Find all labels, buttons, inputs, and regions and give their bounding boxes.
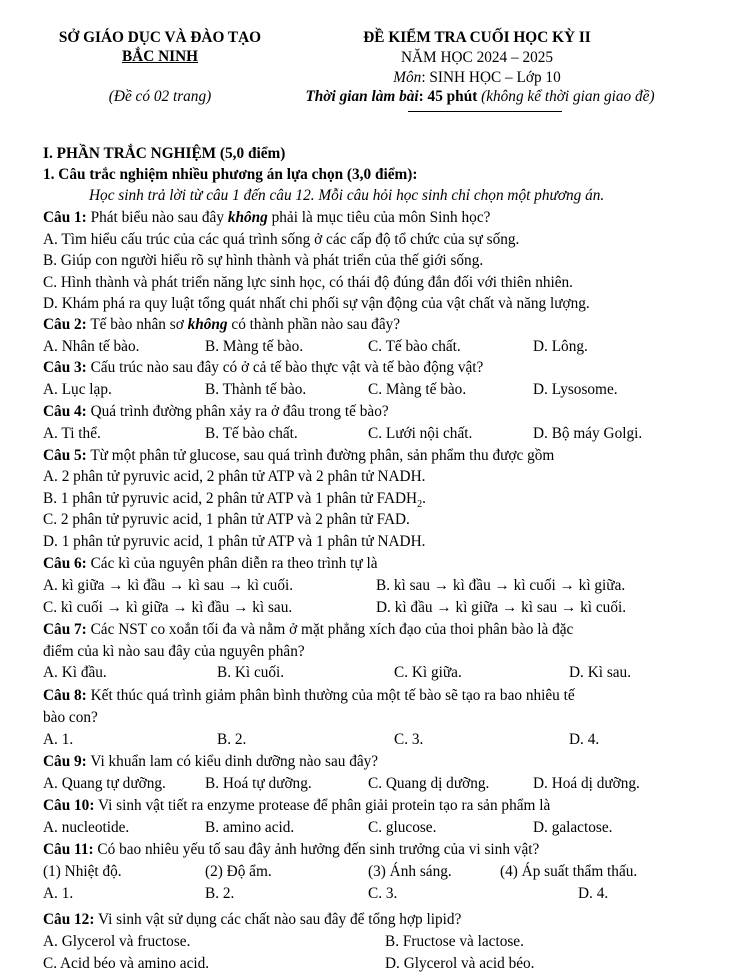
q8-option-c: C. 3.	[394, 731, 424, 748]
q6-option-b: B. kì sau → kì đầu → kì cuối → kì giữa.	[376, 577, 626, 594]
question-text: Vi sinh vật sử dụng các chất nào sau đây để tổng hợp lipid?	[94, 911, 462, 928]
section-subtitle: 1. Câu trắc nghiệm nhiều phương án lựa chọn (3,0 điểm):	[43, 166, 418, 183]
q8-option-a: A. 1.	[43, 731, 74, 748]
question-text: Từ một phân tử glucose, sau quá trình đường phân, sản phẩm thu được gồm	[86, 447, 555, 464]
q11-option-d: D. 4.	[578, 885, 609, 902]
time-label: Thời gian làm bài	[305, 88, 419, 105]
q5-option-b	[43, 489, 426, 509]
option-text: B. 1 phân tử pyruvic acid, 2 phân tử ATP và 1 phân tử FADH	[43, 490, 418, 507]
question-label: Câu 11:	[43, 841, 94, 858]
question-7	[43, 620, 573, 640]
question-2	[43, 315, 400, 335]
q10-option-b: B. amino acid.	[205, 819, 295, 836]
q3-option-a: A. Lục lạp.	[43, 381, 112, 398]
q9-option-c: C. Quang dị dưỡng.	[368, 775, 490, 792]
question-label: Câu 6:	[43, 555, 87, 572]
q12-option-a: A. Glycerol và fructose.	[43, 933, 191, 950]
q9-option-d: D. Hoá dị dưỡng.	[533, 775, 640, 792]
question-label: Câu 10:	[43, 797, 95, 814]
q5-option-a: A. 2 phân tử pyruvic acid, 2 phân tử ATP và 2 phân tử NADH.	[43, 468, 426, 485]
question-text: Cấu trúc nào sau đây có ở cả tế bào thực vật và tế bào động vật?	[86, 359, 484, 376]
q11-factor-2: (2) Độ ẩm.	[205, 863, 272, 880]
q7-option-c: C. Kì giữa.	[394, 664, 462, 681]
question-8	[43, 686, 575, 706]
question-1	[43, 208, 490, 228]
question-label: Câu 2:	[43, 316, 87, 333]
option-text-end: .	[422, 490, 426, 507]
q12-option-b: B. Fructose và lactose.	[385, 933, 524, 950]
q10-option-a: A. nucleotide.	[43, 819, 130, 836]
q12-option-c: C. Acid béo và amino acid.	[43, 955, 210, 972]
question-text: Tế bào nhân sơ	[86, 316, 188, 333]
q6-option-d: D. kì đầu → kì giữa → kì sau → kì cuối.	[376, 599, 627, 616]
question-label: Câu 12:	[43, 911, 95, 928]
time-line	[305, 87, 654, 107]
q2-option-b: B. Màng tế bào.	[205, 338, 304, 355]
header-divider	[408, 111, 562, 112]
time-value: : 45 phút	[418, 88, 478, 105]
subscript: 2	[417, 499, 423, 511]
q7-option-b: B. Kì cuối.	[217, 664, 285, 681]
q6-option-c: C. kì cuối → kì giữa → kì đầu → kì sau.	[43, 599, 293, 616]
exam-title: ĐỀ KIỂM TRA CUỐI HỌC KỲ II	[363, 29, 591, 46]
q7-option-a: A. Kì đầu.	[43, 664, 107, 681]
question-label: Câu 8:	[43, 687, 87, 704]
q1-option-b: B. Giúp con người hiểu rõ sự hình thành và phát triển của thế giới sống.	[43, 252, 484, 269]
section-instruction: Học sinh trả lời từ câu 1 đến câu 12. Mỗi câu hỏi học sinh chỉ chọn một phương án.	[89, 187, 605, 204]
question-label: Câu 7:	[43, 621, 87, 638]
question-text: Các NST co xoắn tối đa và nằm ở mặt phẳng xích đạo của thoi phân bào là đặc	[86, 621, 574, 638]
department-line-2: BẮC NINH	[121, 48, 199, 65]
q4-option-d: D. Bộ máy Golgi.	[533, 425, 643, 442]
question-7-continued: điểm của kì nào sau đây của nguyên phân?	[43, 643, 305, 660]
q11-option-a: A. 1.	[43, 885, 74, 902]
question-text: có thành phần nào sau đây?	[227, 316, 401, 333]
question-text: phải là mục tiêu của môn Sinh học?	[267, 209, 491, 226]
q10-option-d: D. galactose.	[533, 819, 613, 836]
q1-option-d: D. Khám phá ra quy luật tổng quát nhất chi phối sự vận động của vật chất và năng lượng.	[43, 295, 590, 312]
question-8-continued: bào con?	[43, 709, 98, 726]
question-label: Câu 9:	[43, 753, 87, 770]
q11-factor-3: (3) Ánh sáng.	[368, 863, 452, 880]
question-label: Câu 1:	[43, 209, 87, 226]
question-label: Câu 4:	[43, 403, 87, 420]
pages-note: (Đề có 02 trang)	[108, 88, 212, 105]
subject-label: Môn	[393, 69, 422, 86]
school-year: NĂM HỌC 2024 – 2025	[400, 49, 554, 66]
emphasis-text: không	[227, 209, 268, 226]
q11-option-b: B. 2.	[205, 885, 235, 902]
question-5	[43, 446, 554, 466]
question-text: Các kì của nguyên phân diễn ra theo trình tự là	[86, 555, 378, 572]
q4-option-a: A. Ti thể.	[43, 425, 101, 442]
question-6	[43, 554, 378, 574]
section-title: I. PHẦN TRẮC NGHIỆM (5,0 điểm)	[43, 145, 286, 162]
question-text: Quá trình đường phân xảy ra ở đâu trong tế bào?	[86, 403, 389, 420]
q12-option-d: D. Glycerol và acid béo.	[385, 955, 535, 972]
question-text: Phát biểu nào sau đây	[86, 209, 228, 226]
q9-option-b: B. Hoá tự dưỡng.	[205, 775, 312, 792]
q1-option-a: A. Tìm hiểu cấu trúc của các quá trình sống ở các cấp độ tổ chức của sự sống.	[43, 231, 520, 248]
subject-value: : SINH HỌC – Lớp 10	[421, 69, 561, 86]
q3-option-d: D. Lysosome.	[533, 381, 618, 398]
question-12	[43, 910, 461, 930]
q5-option-c: C. 2 phân tử pyruvic acid, 1 phân tử ATP và 2 phân tử FAD.	[43, 511, 410, 528]
question-text: Có bao nhiêu yếu tố sau đây ảnh hưởng đến sinh trưởng của vi sinh vật?	[93, 841, 540, 858]
question-3	[43, 358, 483, 378]
q5-option-d: D. 1 phân tử pyruvic acid, 1 phân tử ATP và 1 phân tử NADH.	[43, 533, 426, 550]
q1-option-c: C. Hình thành và phát triển năng lực sinh học, có thái độ đúng đắn đối với thiên nhiên.	[43, 274, 574, 291]
subject-line	[393, 68, 560, 88]
q3-option-c: C. Màng tế bào.	[368, 381, 467, 398]
question-10	[43, 796, 550, 816]
q2-option-c: C. Tế bào chất.	[368, 338, 461, 355]
department-line-1: SỞ GIÁO DỤC VÀ ĐÀO TẠO	[58, 29, 262, 46]
q2-option-d: D. Lông.	[533, 338, 588, 355]
question-text: Vi sinh vật tiết ra enzyme protease để phân giải protein tạo ra sản phẩm là	[94, 797, 551, 814]
q9-option-a: A. Quang tự dưỡng.	[43, 775, 166, 792]
question-label: Câu 3:	[43, 359, 87, 376]
question-4	[43, 402, 389, 422]
question-text: Kết thúc quá trình giảm phân bình thường của một tế bào sẽ tạo ra bao nhiêu tế	[86, 687, 575, 704]
question-9	[43, 752, 378, 772]
q7-option-d: D. Kì sau.	[569, 664, 632, 681]
q11-factor-1: (1) Nhiệt độ.	[43, 863, 122, 880]
q10-option-c: C. glucose.	[368, 819, 437, 836]
q8-option-d: D. 4.	[569, 731, 600, 748]
question-label: Câu 5:	[43, 447, 87, 464]
q2-option-a: A. Nhân tế bào.	[43, 338, 140, 355]
question-11	[43, 840, 539, 860]
emphasis-text: không	[187, 316, 228, 333]
q11-factor-4: (4) Áp suất thẩm thấu.	[500, 863, 638, 880]
q6-option-a: A. kì giữa → kì đầu → kì sau → kì cuối.	[43, 577, 294, 594]
q4-option-c: C. Lưới nội chất.	[368, 425, 473, 442]
question-text: Vi khuẩn lam có kiểu dinh dưỡng nào sau đây?	[86, 753, 379, 770]
q8-option-b: B. 2.	[217, 731, 247, 748]
q11-option-c: C. 3.	[368, 885, 398, 902]
q4-option-b: B. Tế bào chất.	[205, 425, 298, 442]
q3-option-b: B. Thành tế bào.	[205, 381, 307, 398]
time-note: (không kể thời gian giao đề)	[481, 88, 655, 105]
